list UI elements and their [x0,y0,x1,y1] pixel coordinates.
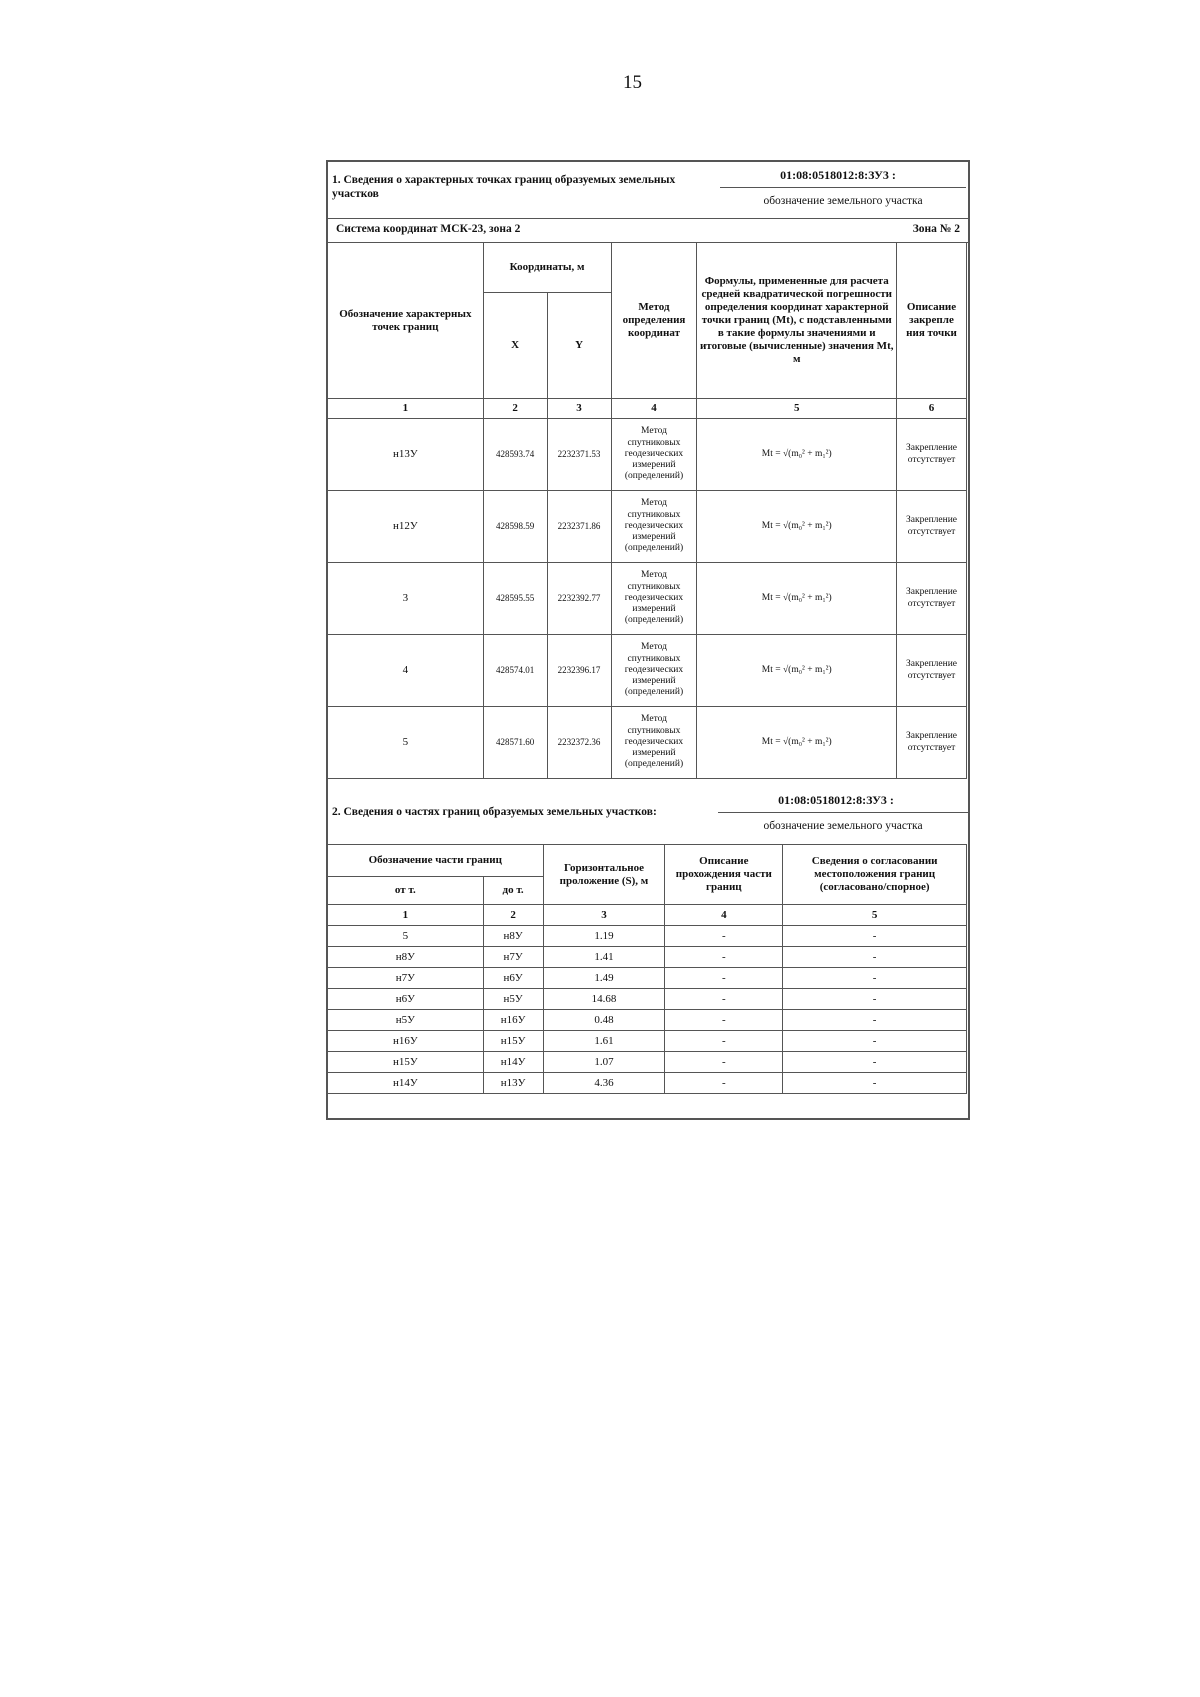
coord-y: 2232372.36 [547,707,611,779]
col-number: 6 [897,399,967,419]
header-part: Обозначение части границ [328,845,544,877]
from-point: н8У [328,947,484,968]
length-value: 4.36 [543,1073,665,1094]
agreement-value: - [783,968,967,989]
section2-title: 2. Сведения о частях границ образуемых земельных участков: [332,806,657,818]
section1-header [328,162,968,219]
length-value: 14.68 [543,989,665,1010]
cadastral-underline [718,812,968,813]
table-row [328,1010,967,1031]
fixing: Закрепление отсутствует [897,707,967,779]
from-point: н14У [328,1073,484,1094]
method: Метод спутниковых геодезических измерений (определений) [611,491,697,563]
description-value: - [665,1073,783,1094]
from-point: 5 [328,926,484,947]
header-point: Обозначение характерных точек границ [328,243,484,399]
section1-cadastral-number: 01:08:0518012:8:ЗУ3 : [780,168,896,182]
cadastral-underline [720,187,966,188]
to-point: н16У [483,1010,543,1031]
col-number: 2 [483,399,547,419]
boundary-parts-table [327,844,967,1094]
point-name: н13У [328,419,484,491]
agreement-value: - [783,1073,967,1094]
description-value: - [665,947,783,968]
fixing: Закрепление отсутствует [897,563,967,635]
boundary-points-table [327,242,967,779]
table-row [328,419,967,491]
to-point: н8У [483,926,543,947]
agreement-value: - [783,1031,967,1052]
to-point: н5У [483,989,543,1010]
table-row [328,947,967,968]
table-row [328,1073,967,1094]
table-row [328,635,967,707]
page-number: 15 [623,72,642,93]
col-number: 4 [611,399,697,419]
agreement-value: - [783,1010,967,1031]
from-point: н16У [328,1031,484,1052]
header-length: Горизонтальное проложение (S), м [543,845,665,905]
description-value: - [665,1031,783,1052]
length-value: 1.19 [543,926,665,947]
table-row [328,491,967,563]
coordinate-system: Система координат МСК-23, зона 2 [336,223,521,235]
coord-x: 428595.55 [483,563,547,635]
length-value: 1.61 [543,1031,665,1052]
col-number: 5 [697,399,897,419]
method: Метод спутниковых геодезических измерений (определений) [611,635,697,707]
to-point: н15У [483,1031,543,1052]
col-number: 3 [543,905,665,926]
coord-y: 2232371.53 [547,419,611,491]
header-coordinates: Координаты, м [483,243,611,293]
formula: Mt = √(m₀² + m₁²) [697,635,897,707]
coord-x: 428574.01 [483,635,547,707]
table-row [328,926,967,947]
table-row [328,968,967,989]
agreement-value: - [783,947,967,968]
coord-y: 2232392.77 [547,563,611,635]
header-agreement: Сведения о согласовании местоположения границ (согласовано/спорное) [783,845,967,905]
agreement-value: - [783,1052,967,1073]
to-point: н6У [483,968,543,989]
to-point: н7У [483,947,543,968]
section2-cadastral-number: 01:08:0518012:8:ЗУ3 : [778,793,894,807]
agreement-value: - [783,989,967,1010]
col-number: 1 [328,399,484,419]
from-point: н15У [328,1052,484,1073]
header-x: X [483,293,547,399]
table-row [328,989,967,1010]
to-point: н13У [483,1073,543,1094]
method: Метод спутниковых геодезических измерений (определений) [611,707,697,779]
coord-x: 428598.59 [483,491,547,563]
zone-label: Зона № 2 [912,223,960,235]
method: Метод спутниковых геодезических измерений (определений) [611,563,697,635]
description-value: - [665,968,783,989]
fixing: Закрепление отсутствует [897,491,967,563]
col-number: 4 [665,905,783,926]
section2-cadastral-caption: обозначение земельного участка [763,820,923,832]
table-row [328,1031,967,1052]
description-value: - [665,989,783,1010]
description-value: - [665,1052,783,1073]
to-point: н14У [483,1052,543,1073]
section1-cadastral-caption: обозначение земельного участка [763,195,923,207]
coord-x: 428571.60 [483,707,547,779]
from-point: н5У [328,1010,484,1031]
header-y: Y [547,293,611,399]
section1-title: 1. Сведения о характерных точках границ образуемых земельных участков [332,174,676,200]
table-row [328,1052,967,1073]
section2-header [328,780,968,842]
fixing: Закрепление отсутствует [897,419,967,491]
table-row [328,707,967,779]
fixing: Закрепление отсутствует [897,635,967,707]
length-value: 0.48 [543,1010,665,1031]
point-name: 3 [328,563,484,635]
description-value: - [665,926,783,947]
formula: Mt = √(m₀² + m₁²) [697,491,897,563]
header-to: до т. [483,877,543,905]
description-value: - [665,1010,783,1031]
header-description: Описание прохождения части границ [665,845,783,905]
method: Метод спутниковых геодезических измерений (определений) [611,419,697,491]
coord-y: 2232396.17 [547,635,611,707]
length-value: 1.49 [543,968,665,989]
formula: Mt = √(m₀² + m₁²) [697,563,897,635]
point-name: 5 [328,707,484,779]
header-from: от т. [328,877,484,905]
point-name: н12У [328,491,484,563]
col-number: 1 [328,905,484,926]
header-fixing: Описание закрепле ния точки [897,243,967,399]
coord-y: 2232371.86 [547,491,611,563]
col-number: 5 [783,905,967,926]
length-value: 1.41 [543,947,665,968]
agreement-value: - [783,926,967,947]
header-formula: Формулы, примененные для расчета средней квадратической погрешности определения координат характерной точки границ (Mt), с подставленными в такие формулы значениями и итоговые (вычисленные) значения Mt, м [697,243,897,399]
point-name: 4 [328,635,484,707]
col-number: 3 [547,399,611,419]
formula: Mt = √(m₀² + m₁²) [697,707,897,779]
land-plot-sheet [326,160,970,1120]
col-number: 2 [483,905,543,926]
header-method: Метод определения координат [611,243,697,399]
coord-x: 428593.74 [483,419,547,491]
length-value: 1.07 [543,1052,665,1073]
coordinate-system-row [328,218,968,243]
from-point: н6У [328,989,484,1010]
from-point: н7У [328,968,484,989]
formula: Mt = √(m₀² + m₁²) [697,419,897,491]
table-row [328,563,967,635]
